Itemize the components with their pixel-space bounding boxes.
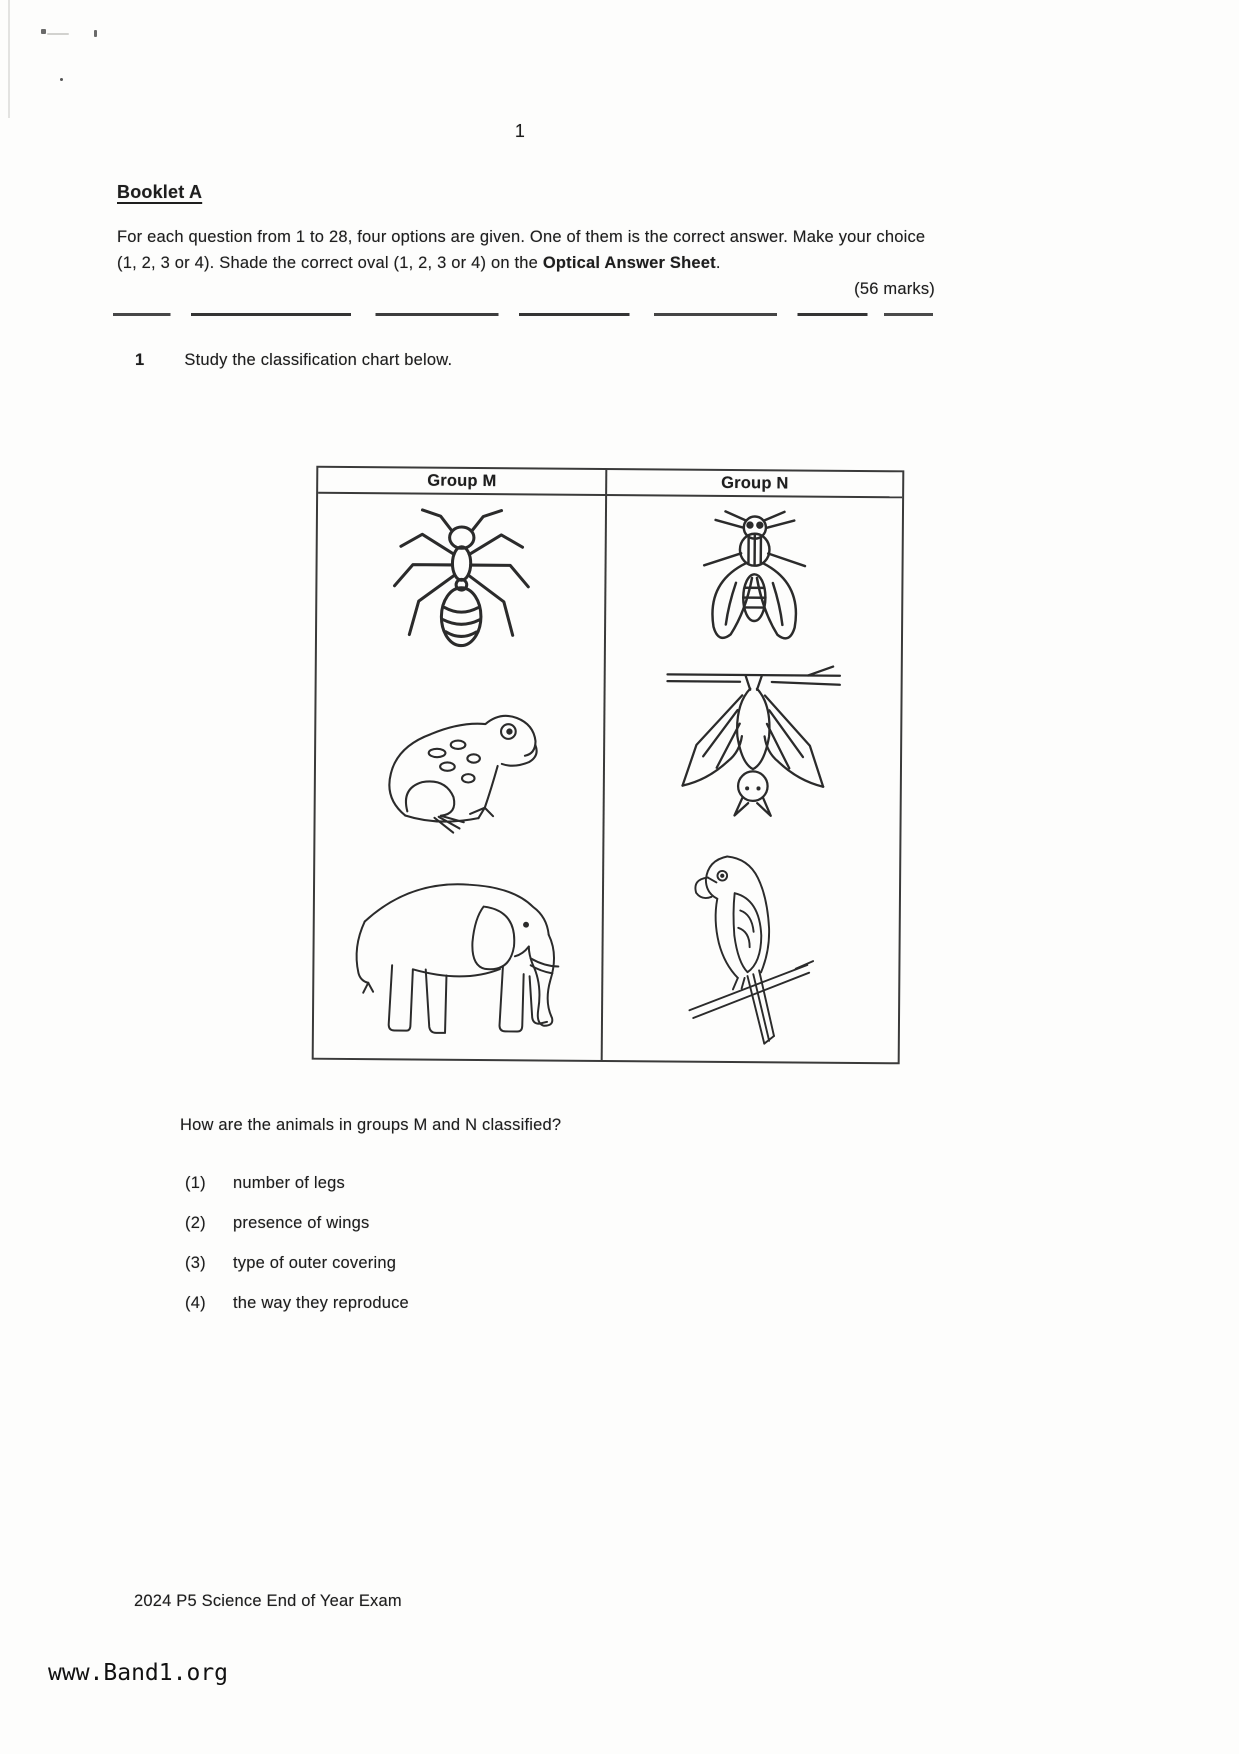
marks-label: (56 marks) [854, 280, 935, 298]
scan-edge-artifact [8, 0, 10, 118]
elephant-illustration [333, 862, 582, 1052]
scan-speck [47, 33, 69, 35]
hanging-bat-illustration [661, 658, 844, 845]
table-body-row [314, 494, 902, 1063]
question-1 [135, 351, 452, 370]
table-header-group-n: Group N [605, 470, 902, 496]
booklet-title: Booklet A [117, 182, 203, 202]
group-n-cell [601, 496, 902, 1062]
option-1-label: (1) [185, 1174, 206, 1192]
option-4 [185, 1292, 409, 1315]
frog-illustration [375, 700, 544, 837]
page-number: 1 [514, 121, 526, 141]
option-3 [185, 1252, 409, 1275]
option-2 [185, 1212, 409, 1235]
instructions-paragraph [117, 224, 935, 276]
option-2-label: (2) [185, 1214, 206, 1232]
parrot-illustration [682, 845, 820, 1054]
option-1-text: number of legs [233, 1174, 345, 1192]
fly-illustration [684, 509, 823, 660]
ant-illustration [384, 506, 537, 675]
option-2-text: presence of wings [233, 1214, 370, 1232]
question-prompt: How are the animals in groups M and N classified? [180, 1116, 562, 1134]
option-4-label: (4) [185, 1294, 206, 1312]
question-number: 1 [135, 351, 145, 369]
website-watermark: www.Band1.org [48, 1660, 229, 1686]
option-1 [185, 1172, 409, 1195]
instructions-text: For each question from 1 to 28, four options are given. One of them is the correct answer. Make your choice (1, 2, 3 or 4). Shade the correct oval (1, 2, 3 or 4) on the [117, 228, 926, 272]
option-4-text: the way they reproduce [233, 1294, 409, 1312]
question-stem-text: Study the classification chart below. [184, 351, 453, 369]
table-header-group-m: Group M [427, 471, 497, 490]
options-list [185, 1172, 409, 1332]
instructions-bold-text: Optical Answer Sheet [542, 254, 716, 272]
group-m-cell [314, 494, 606, 1060]
scan-speck [60, 78, 63, 81]
scan-speck [41, 29, 46, 34]
option-3-label: (3) [185, 1254, 206, 1272]
scan-speck [94, 30, 97, 37]
option-3-text: type of outer covering [233, 1254, 397, 1272]
classification-table [312, 466, 905, 1065]
instructions-period: . [715, 254, 721, 272]
section-divider-line [113, 313, 933, 316]
exam-footer: 2024 P5 Science End of Year Exam [134, 1592, 402, 1610]
